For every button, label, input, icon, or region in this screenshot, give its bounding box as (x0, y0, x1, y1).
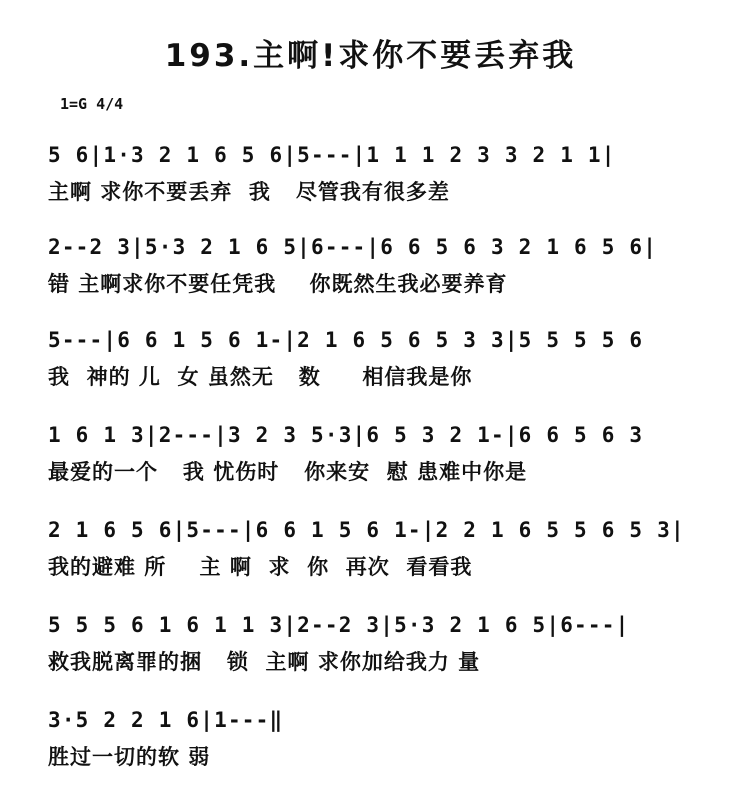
score-line-1 (48, 140, 708, 206)
notes-line: 5 6|1·3 2 1 6 5 6|5---|1 1 1 2 3 3 2 1 1| (48, 143, 616, 167)
notes-line: 5---|6 6 1 5 6 1-|2 1 6 5 6 5 3 3|5 5 5 5 6 (48, 328, 644, 352)
notes-line: 2--2 3|5·3 2 1 6 5|6---|6 6 5 6 3 2 1 6 5 6| (48, 235, 658, 259)
lyrics-line: 主啊 求你不要丢弃 我 尽管我有很多差 (48, 180, 450, 204)
notes-line: 3·5 2 2 1 6|1---‖ (48, 708, 284, 732)
page-title: 193.主啊!求你不要丢弃我 (164, 38, 577, 74)
lyrics-line: 最爱的一个 我 忧伤时 你来安 慰 患难中你是 (48, 460, 528, 484)
key-signature: 1=G 4/4 (60, 95, 124, 113)
score-line-2 (48, 232, 708, 298)
lyrics-line: 我 神的 儿 女 虽然无 数 相信我是你 (48, 365, 473, 389)
lyrics-line: 胜过一切的软 弱 (48, 745, 211, 769)
score-line-7 (48, 705, 708, 771)
score-line-4 (48, 420, 708, 486)
lyrics-line: 救我脱离罪的捆 锁 主啊 求你加给我力 量 (48, 650, 481, 674)
lyrics-line: 错 主啊求你不要任凭我 你既然生我必要养育 (48, 272, 508, 296)
lyrics-line: 我的避难 所 主 啊 求 你 再次 看看我 (48, 555, 473, 579)
score-line-3 (48, 325, 708, 391)
score-line-6 (48, 610, 708, 676)
notes-line: 5 5 5 6 1 6 1 1 3|2--2 3|5·3 2 1 6 5|6---| (48, 613, 630, 637)
score-line-5 (48, 515, 708, 581)
notes-line: 1 6 1 3|2---|3 2 3 5·3|6 5 3 2 1-|6 6 5 6 3 (48, 423, 644, 447)
notes-line: 2 1 6 5 6|5---|6 6 1 5 6 1-|2 2 1 6 5 5 6 5 3| (48, 518, 685, 542)
